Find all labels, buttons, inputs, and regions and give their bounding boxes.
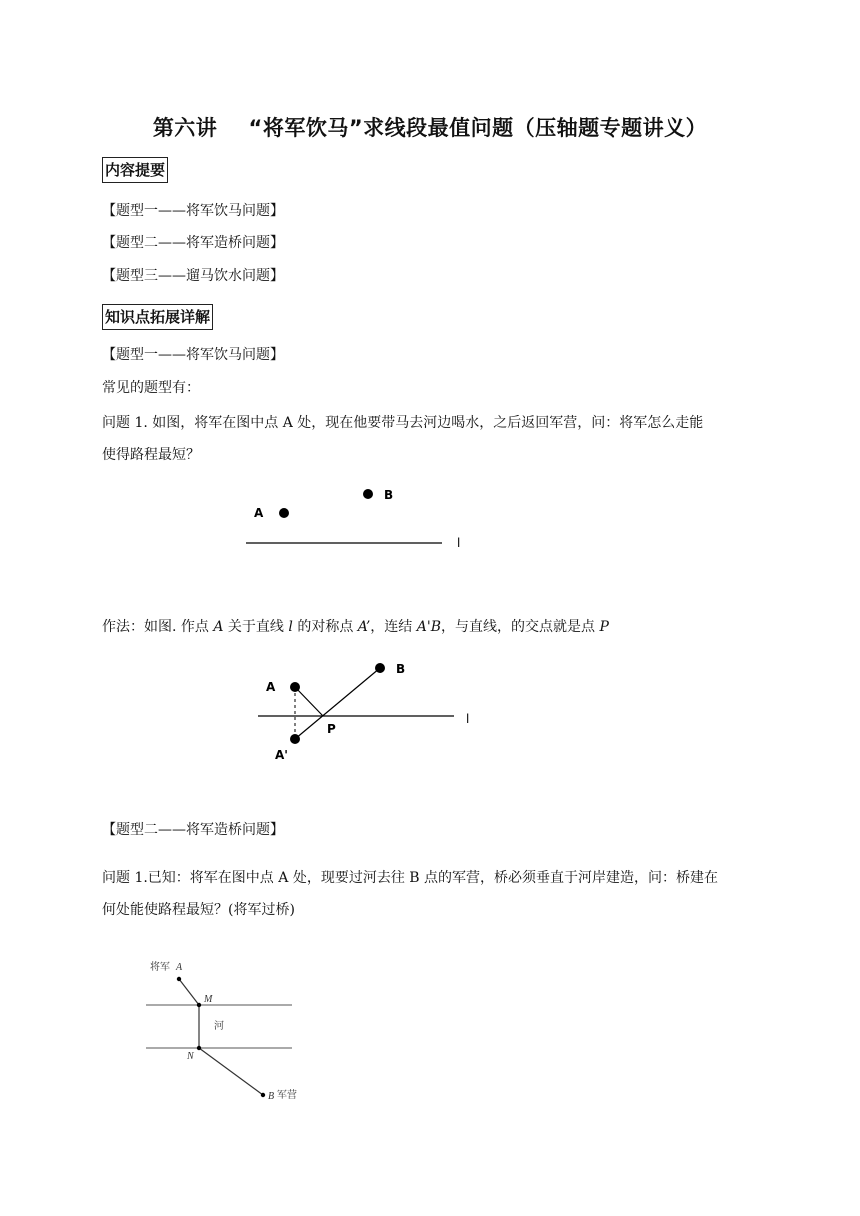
point-a-dot (279, 508, 289, 518)
figure3-point-n (197, 1046, 201, 1050)
figure2-point-aprime (290, 734, 300, 744)
figure-reflection-construction (250, 655, 490, 770)
summary-item-2: 【题型二——将军造桥问题】 (102, 235, 284, 251)
figure2-point-b (375, 663, 385, 673)
figure3-label-n: N (187, 1051, 194, 1062)
figure3-segment-am (179, 979, 199, 1005)
figure3-point-m (197, 1003, 201, 1007)
figure2-segment-aprime-b (295, 668, 380, 739)
section1-method: 作法：如图. 作点 A 关于直线 l 的对称点 A’，连结 A'B，与直线，的交点就是点 P (102, 619, 609, 635)
section1-problem-line1: 问题 1. 如图，将军在图中点 A 处，现在他要带马去河边喝水，之后返回军营，问：将军怎么走能 (102, 415, 704, 431)
section1-intro: 常见的题型有： (102, 380, 200, 396)
figure3-label-general: 将军 (150, 962, 170, 973)
figure2-label-a: A (266, 680, 276, 694)
summary-item-3: 【题型三——遛马饮水问题】 (102, 268, 284, 284)
figure3-segment-nb (199, 1048, 263, 1095)
figure3-label-camp: 军营 (277, 1090, 297, 1101)
figure2-point-a (290, 682, 300, 692)
figure2-segment-ap (295, 687, 323, 716)
figure2-label-aprime: A' (275, 748, 288, 762)
figure3-label-a: A (176, 962, 183, 973)
figure1-label-b: B (384, 488, 394, 502)
section1-heading: 【题型一——将军饮马问题】 (102, 347, 284, 363)
figure2-label-l: l (466, 712, 470, 726)
figure3-point-b (261, 1093, 265, 1097)
figure-points-and-line (230, 480, 490, 560)
section2-problem-line2: 何处能使路程最短？(将军过桥) (102, 902, 295, 918)
figure1-label-l: l (457, 536, 461, 550)
figure3-label-river: 河 (214, 1021, 224, 1032)
figure3-label-b: B (268, 1091, 275, 1102)
figure3-label-m: M (204, 994, 213, 1005)
section2-heading: 【题型二——将军造桥问题】 (102, 822, 284, 838)
point-b-dot (363, 489, 373, 499)
page-title: 第六讲 “将军饮马”求线段最值问题（压轴题专题讲义） (152, 116, 708, 140)
figure3-point-a (177, 977, 181, 981)
figure2-label-p: P (327, 722, 336, 736)
details-heading: 知识点拓展详解 (102, 304, 213, 330)
figure2-label-b: B (396, 662, 406, 676)
figure-bridge-problem (140, 955, 310, 1110)
summary-item-1: 【题型一——将军饮马问题】 (102, 203, 284, 219)
section1-problem-line2: 使得路程最短？ (102, 447, 200, 463)
section2-problem-line1: 问题 1.已知：将军在图中点 A 处，现要过河去往 B 点的军营，桥必须垂直于河岸建造，问：桥建在 (102, 870, 719, 886)
summary-heading: 内容提要 (102, 157, 168, 183)
figure1-label-a: A (254, 506, 264, 520)
